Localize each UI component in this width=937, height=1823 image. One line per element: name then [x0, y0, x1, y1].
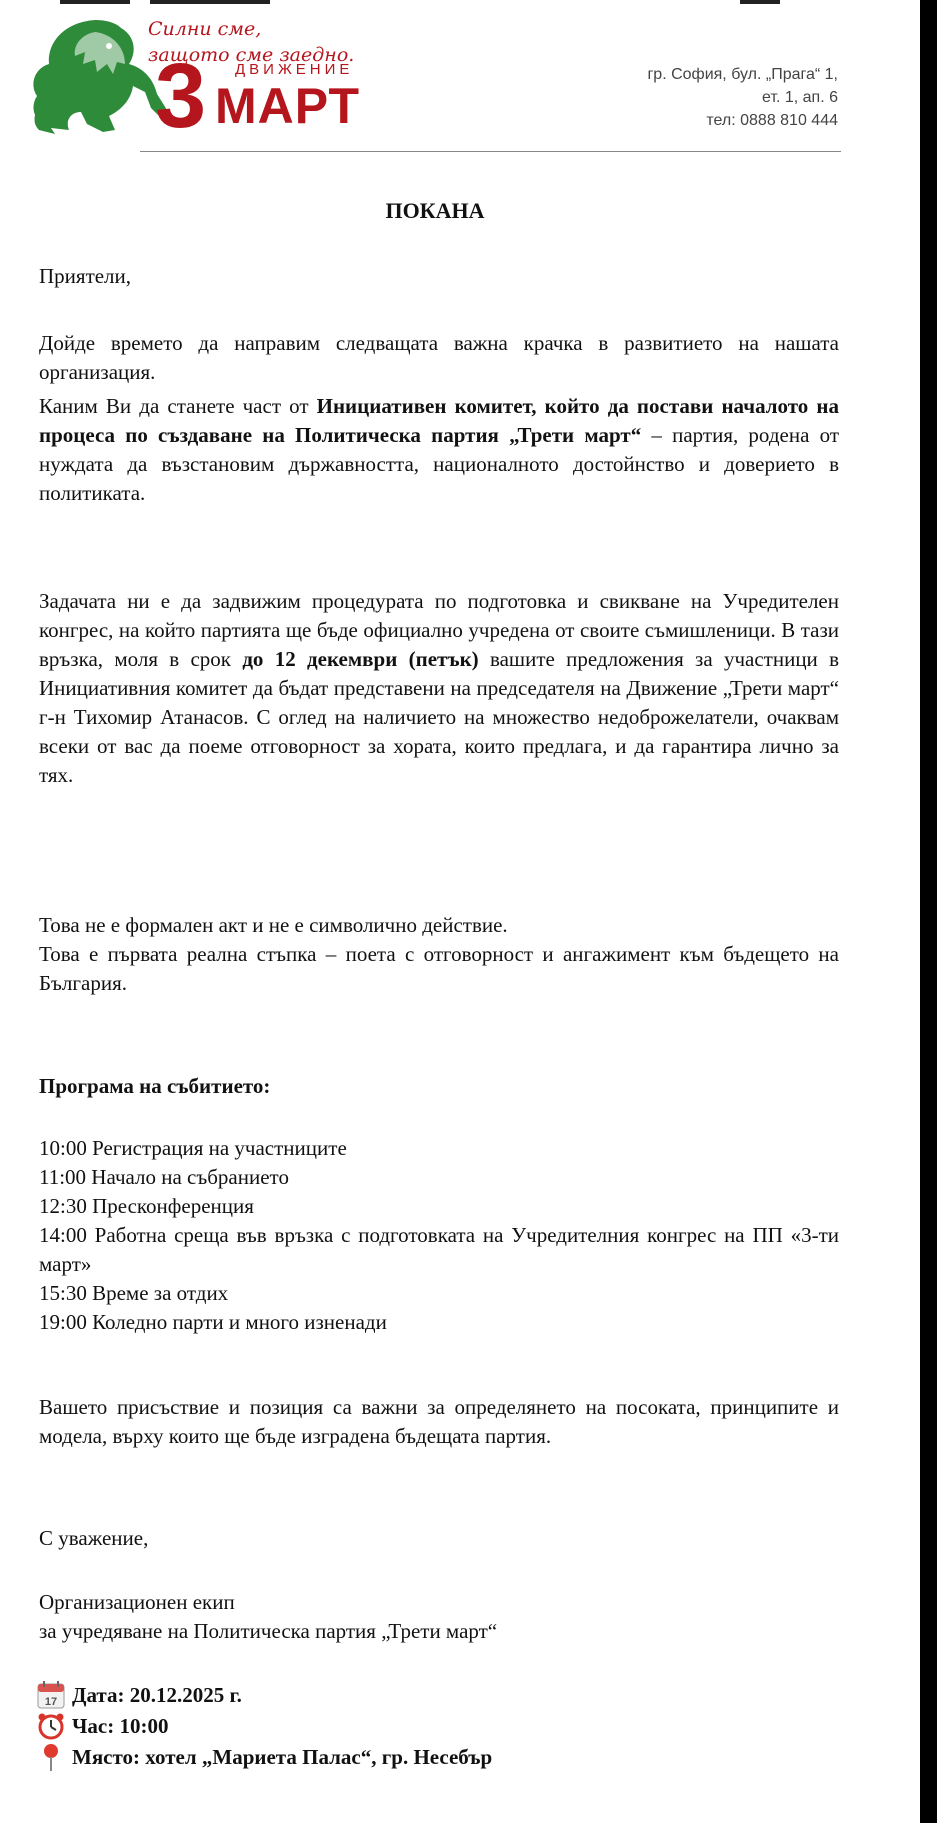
logo-number: 3: [155, 45, 207, 147]
program-item: 10:00 Регистрация на участниците: [39, 1136, 347, 1160]
slogan-line-1: Силни сме,: [148, 18, 262, 40]
event-time: [36, 1711, 168, 1741]
calendar-day: 17: [44, 1696, 58, 1708]
paragraph-4: [39, 911, 839, 998]
program-item: 19:00 Коледно парти и много изненади: [39, 1310, 387, 1334]
program-list: [39, 1134, 839, 1337]
phone-line: тел: 0888 810 444: [706, 112, 838, 129]
event-place-text: Място: хотел „Мариета Палас“, гр. Несебър: [72, 1745, 493, 1769]
paragraph-2: [39, 392, 839, 508]
program-heading: Програма на събитието:: [39, 1074, 271, 1098]
top-dash: [60, 0, 130, 4]
top-dash: [150, 0, 270, 4]
event-date: [36, 1680, 242, 1710]
header-divider: [140, 151, 841, 152]
slogan-line-2: защото сме заедно.: [148, 44, 355, 66]
address-line-1: гр. София, бул. „Прага“ 1,: [647, 66, 838, 83]
paragraph-2-intro: Каним Ви да станете част от: [39, 394, 317, 418]
address-block: [560, 63, 838, 132]
calendar-icon: [36, 1680, 66, 1710]
paragraph-4-line-1: Това не е формален акт и не е символично действие.: [39, 913, 508, 937]
event-place: [36, 1742, 492, 1772]
top-edge: [0, 0, 920, 10]
paragraph-5: Вашето присъствие и позиция са важни за определянето на посоката, принципите и модела, върху които ще бъде изградена бъдещата партия.: [39, 1395, 839, 1448]
paragraph-3-a: Задачата ни е да задвижим процедурата по подготовка и свикване на Учредителен конгрес, на който партията ще бъде официално учредена от своите съмишленици. В тази връзка, моля в срок: [39, 589, 839, 671]
paragraph-4-line-2: Това е първата реална стъпка – поета с отговорност и ангажимент към бъдещето на България.: [39, 942, 839, 995]
paragraph-2-rest: – партия, родена от нуждата да възстановим държавността, националното достойнство и доверието в политиката.: [39, 423, 839, 505]
signature-line-2: за учредяване на Политическа партия „Трети март“: [39, 1619, 498, 1643]
paragraph-1: Дойде времето да направим следващата важна крачка в развитието на нашата организация.: [39, 331, 839, 384]
paragraph-3-b: вашите предложения за участници в Инициативния комитет да бъдат представени на председателя на Движение „Трети март“ г-н Тихомир Атанасов. С оглед на наличието на множество недоброжелатели, очаквам всеки от вас да поеме отговорност за хората, които предлага, и да гарантира лично за тях.: [39, 647, 840, 787]
greeting: Приятели,: [39, 264, 132, 288]
logo-word: МАРТ: [215, 78, 360, 134]
signature-line-1: Организационен екип: [39, 1590, 235, 1614]
closing: С уважение,: [39, 1526, 149, 1550]
signature: [39, 1588, 839, 1646]
address-line-2: ет. 1, ап. 6: [762, 89, 838, 106]
program-item: 11:00 Начало на събранието: [39, 1165, 289, 1189]
paragraph-3-deadline: до 12 декември (петък): [242, 647, 479, 671]
document-title: ПОКАНА: [385, 198, 485, 223]
top-dash: [740, 0, 780, 4]
right-edge: [920, 0, 937, 1823]
movement-label: ДВИЖЕНИЕ: [235, 61, 354, 78]
event-time-text: Час: 10:00: [72, 1714, 169, 1738]
paragraph-3: [39, 587, 839, 790]
alarm-clock-icon: [36, 1711, 66, 1741]
program-item: 14:00 Работна среща във връзка с подготовката на Учредителния конгрес на ПП «3-ти март»: [39, 1223, 839, 1276]
program-item: 12:30 Пресконференция: [39, 1194, 254, 1218]
location-pin-icon: [36, 1742, 66, 1772]
program-item: 15:30 Време за отдих: [39, 1281, 229, 1305]
paragraph-2-bold: Инициативен комитет, който да постави началото на процеса по създаване на Политическа партия „Трети март“: [39, 394, 839, 447]
event-date-text: Дата: 20.12.2025 г.: [72, 1683, 242, 1707]
